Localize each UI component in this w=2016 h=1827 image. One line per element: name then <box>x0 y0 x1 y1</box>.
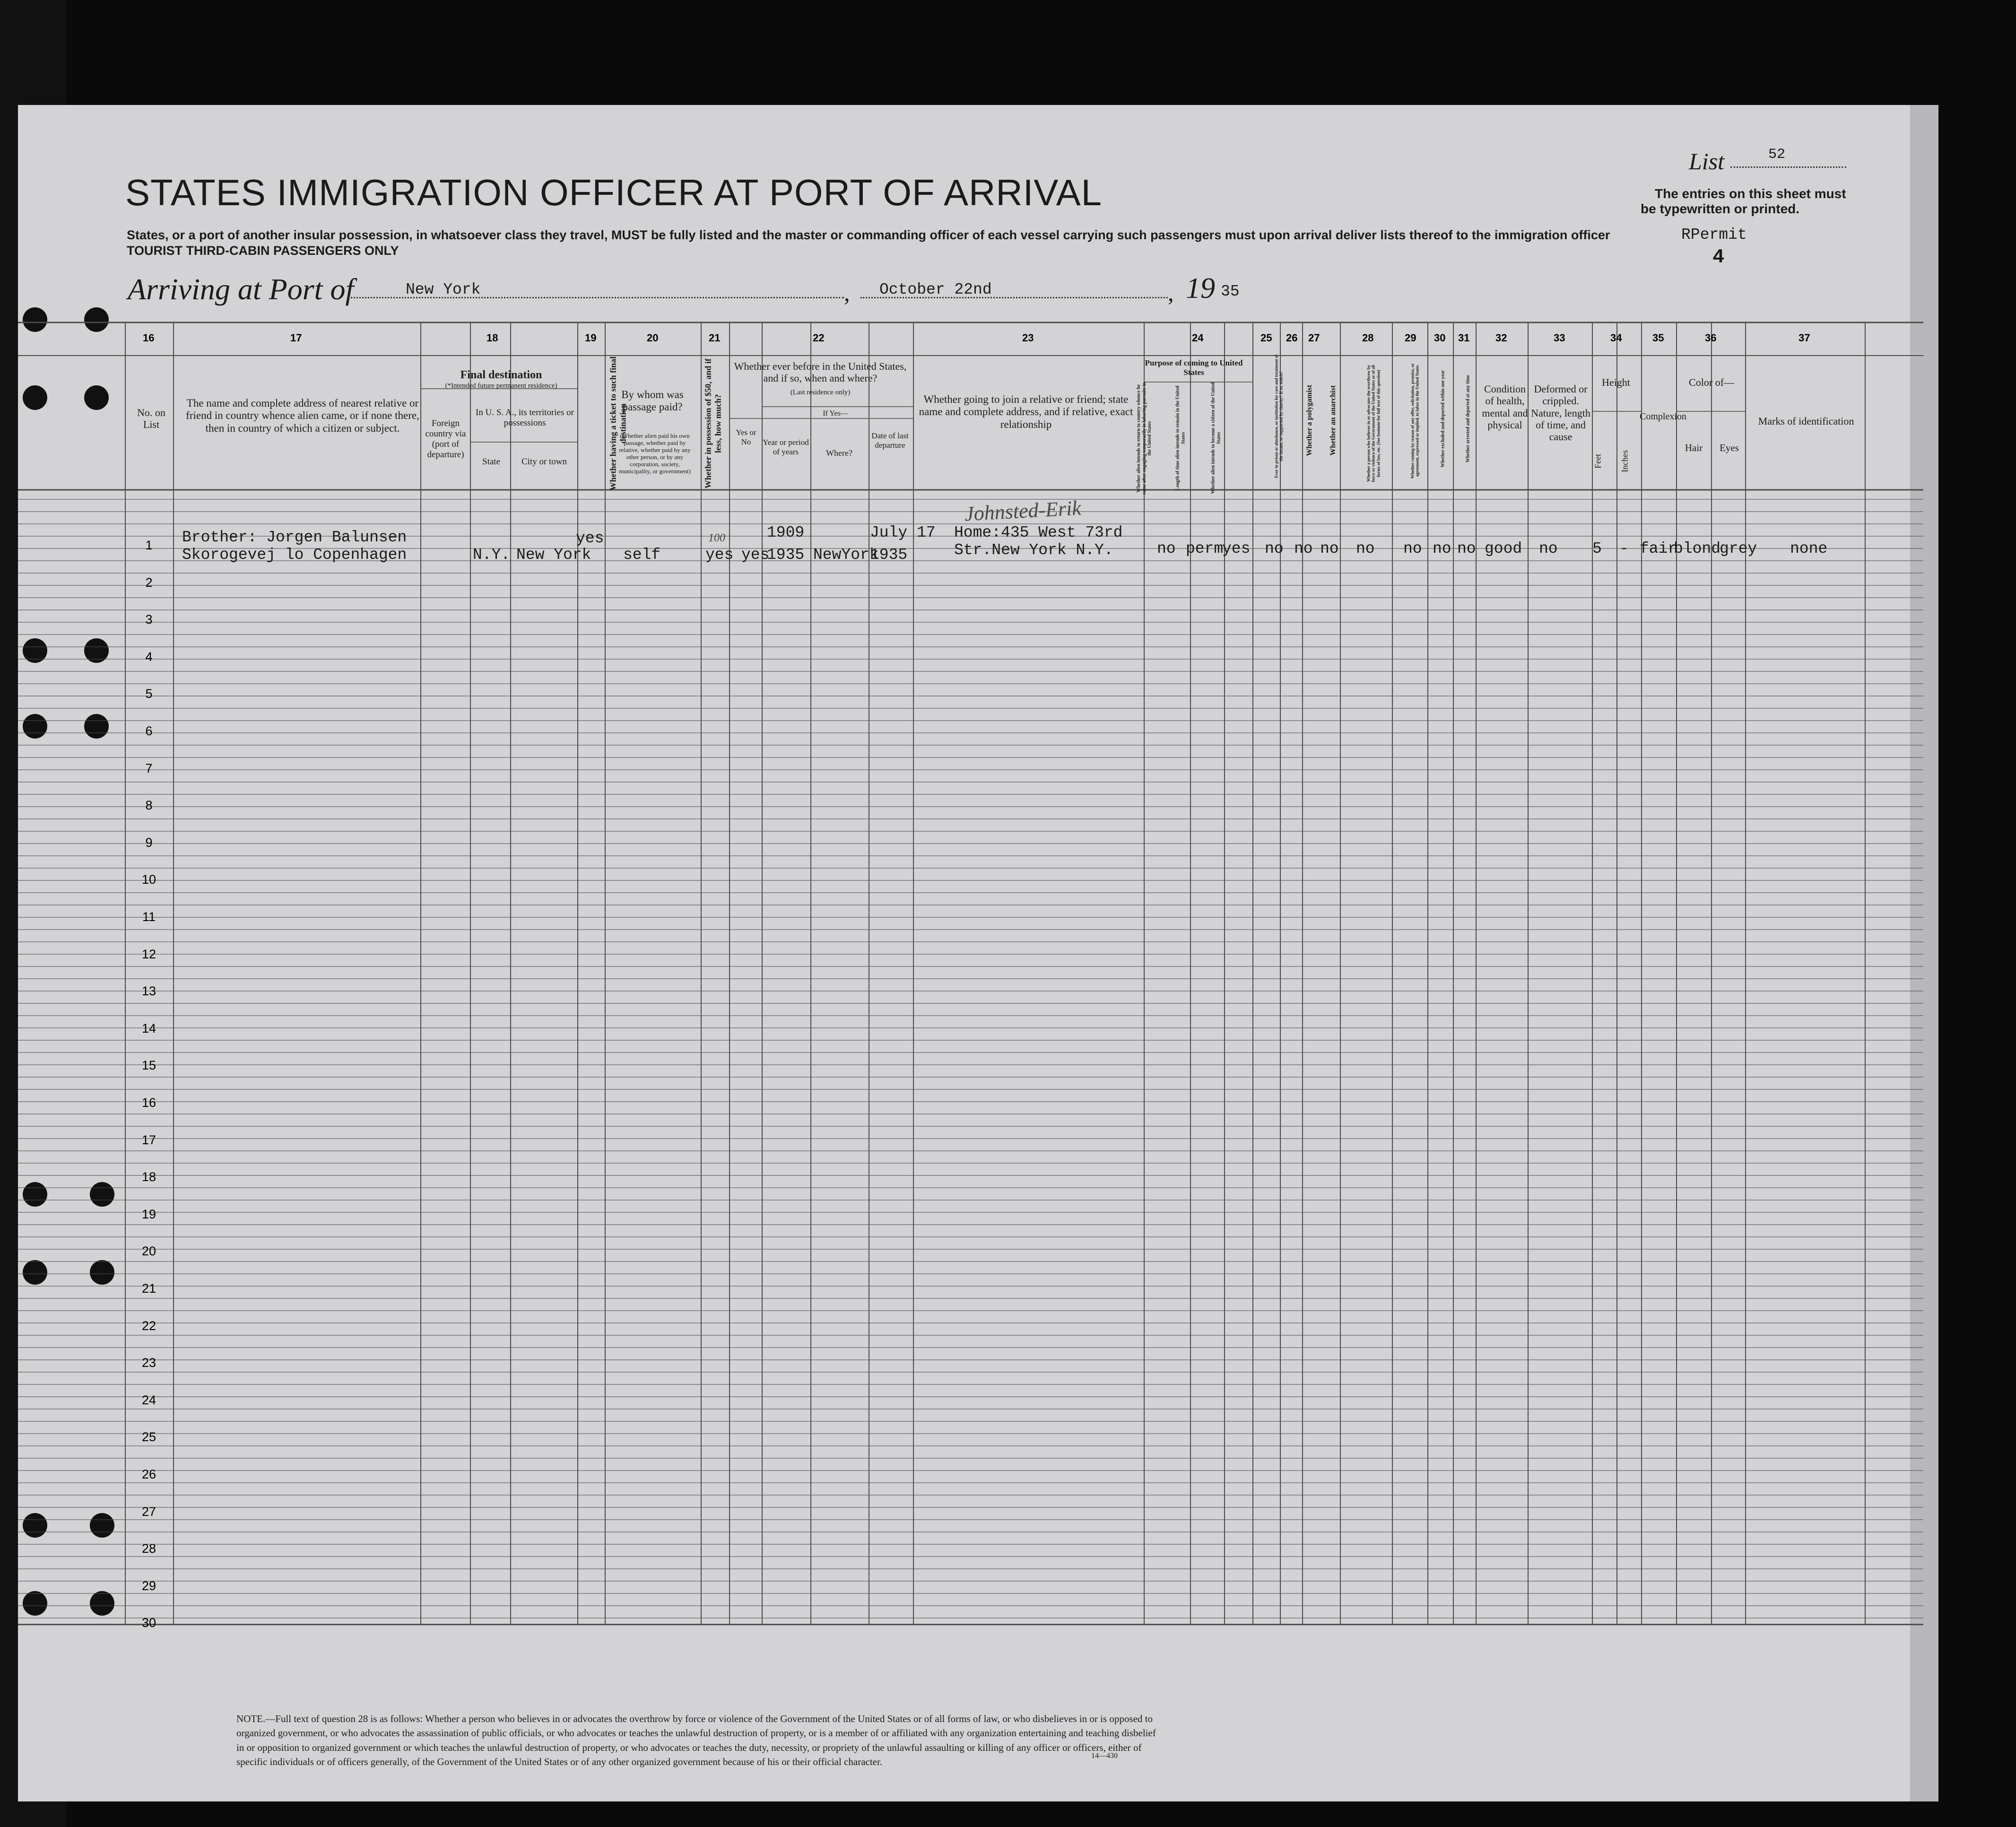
column-number: 19 <box>585 332 597 344</box>
row-number: 24 <box>141 1392 156 1407</box>
row-number: 18 <box>141 1170 156 1184</box>
year-period-1: 1909 <box>767 524 805 541</box>
year-period-2: 1935 <box>767 546 805 564</box>
header-passage-paid-sub: (Whether alien paid his own passage, whether paid by relative, whether paid by any other person, or by any corporation, society, municipality, or government) <box>619 432 691 475</box>
comma: , <box>1168 279 1174 306</box>
header-foreign-country: Foreign country via (port of departure) <box>425 418 466 460</box>
column-number: 20 <box>647 332 659 344</box>
row-number: 7 <box>145 761 153 775</box>
arrested-value: no <box>1457 540 1476 557</box>
header-no-on-list: No. on List <box>137 407 165 431</box>
row-number: 6 <box>145 724 153 738</box>
header-excluded: Whether excluded and deported within one year <box>1440 370 1446 468</box>
column-number: 29 <box>1405 332 1416 344</box>
row-number: 22 <box>141 1318 156 1333</box>
overthrow-value: no <box>1356 540 1375 557</box>
column-number: 35 <box>1652 332 1664 344</box>
column-number: 25 <box>1260 332 1272 344</box>
row-number: 2 <box>145 575 153 590</box>
column-number: 30 <box>1434 332 1446 344</box>
row-number: 19 <box>141 1207 156 1221</box>
header-yes-no: Yes or No <box>736 428 756 446</box>
list-label: List <box>1689 148 1725 174</box>
health-value: good <box>1485 540 1522 557</box>
money-value: yes <box>705 546 734 564</box>
row-number: 23 <box>141 1356 156 1370</box>
port-value: New York <box>406 281 481 298</box>
money-handwritten: 100 <box>708 532 725 544</box>
column-number: 28 <box>1362 332 1374 344</box>
row-number: 25 <box>141 1430 156 1444</box>
row-number: 15 <box>141 1058 156 1073</box>
list-number: 52 <box>1768 147 1786 163</box>
row-number: 1 <box>145 538 153 552</box>
header-marks: Marks of identification <box>1758 415 1854 427</box>
column-number: 23 <box>1022 332 1034 344</box>
column-number: 17 <box>290 332 302 344</box>
header-become-citizen: Whether alien intends to become a citizen of the United States <box>1210 382 1221 494</box>
eyes-value: grey <box>1720 540 1757 557</box>
column-number: 24 <box>1192 332 1204 344</box>
prison-value: no <box>1265 540 1284 557</box>
labor-offer-value: no <box>1403 540 1422 557</box>
row-number: 16 <box>141 1096 156 1110</box>
header-usa: In U. S. A., its territories or possessions <box>476 408 574 428</box>
header-labor-offer: Whether coming by reason of any offer, solicitation, promise, or agreement, expressed or implied, to labor in the United States <box>1410 363 1420 479</box>
deformed-value: no <box>1539 540 1558 557</box>
row-number: 27 <box>141 1504 156 1519</box>
header-where: Where? <box>826 448 852 458</box>
header-intends-return: Whether alien intends to return to country whence he came after engaging temporarily in laboring pursuits in the United States <box>1136 382 1152 495</box>
join-handwritten: Johnsted-Erik <box>964 496 1082 526</box>
column-number: 33 <box>1554 332 1565 344</box>
header-inches: Inches <box>1620 450 1630 472</box>
column-number: 34 <box>1610 332 1622 344</box>
dest-city: New York <box>516 546 591 564</box>
header-arrested: Whether arrested and deported at any time <box>1465 375 1471 463</box>
row-number: 29 <box>141 1578 156 1593</box>
row-number: 30 <box>141 1616 156 1630</box>
row-number: 10 <box>141 872 156 887</box>
length-stay-value: perm <box>1186 540 1224 557</box>
row-number: 13 <box>141 984 156 999</box>
row-number: 5 <box>145 687 153 701</box>
instruction-line-1: States, or a port of another insular possession, in whatsoever class they travel, MUST be fully listed and the master or commanding officer of each vessel carrying such passengers must upon arrival deliver lists thereof to the immigration officer <box>127 228 1610 242</box>
header-ticket: Whether having a ticket to such final destination <box>608 356 627 491</box>
column-number: 27 <box>1308 332 1320 344</box>
date-value: October 22nd <box>879 281 992 298</box>
excluded-value: no <box>1433 540 1451 557</box>
row-number: 12 <box>141 947 156 961</box>
polygamist-value: no <box>1294 540 1313 557</box>
form-title: STATES IMMIGRATION OFFICER AT PORT OF ARRIVAL <box>125 172 1103 213</box>
footnote-text: NOTE.—Full text of question 28 is as follows: Whether a person who believes in or advocates the overthrow by force or violence of the Government of the United States or of all forms of law, or who disbelieves in or is opposed to organized government, or who advocates the assassination of public officials, or who advocates or teaches the unlawful destruction of property, or is a member of or affiliated with any organization entertaining and teaching disbelief in or opposition to organized government or which teaches the unlawful destruction of property, or who advocates or teaches the duty, necessity, or propriety of the unlawful assaulting or killing of any officer or officers, either of specific individuals or of officers generally, of the Government of the United States or of any other organized government because of his or their official character. <box>236 1713 1156 1768</box>
header-join-relative: Whether going to join a relative or friend; state name and complete address, and if relative, exact relationship <box>919 393 1133 430</box>
column-number: 36 <box>1705 332 1717 344</box>
relative-line-1: Brother: Jorgen Balunsen <box>182 529 407 546</box>
column-number: 31 <box>1458 332 1470 344</box>
header-polygamist: Whether a polygamist <box>1305 384 1313 456</box>
marks-value: none <box>1790 540 1828 557</box>
column-number: 18 <box>487 332 498 344</box>
header-ever-before: Whether ever before in the United States, and if so, when and where? <box>734 360 907 384</box>
header-prison: Ever in prison or almshouse, or institution for care and treatment of the insane, or supported by charity? If so, which? <box>1274 354 1284 478</box>
date-departure-2: 1935 <box>870 546 908 564</box>
row-number: 20 <box>141 1244 156 1259</box>
header-city: City or town <box>521 457 567 467</box>
rpermit-label: RPermit <box>1681 226 1747 244</box>
header-feet: Feet <box>1593 453 1603 469</box>
header-state: State <box>482 457 500 467</box>
header-complexion: Complexion <box>1640 411 1686 422</box>
relative-line-2: Skorogevej lo Copenhagen <box>182 546 407 564</box>
passage-paid-value: self <box>623 546 661 564</box>
column-number: 21 <box>709 332 721 344</box>
entries-note-1: The entries on this sheet must <box>1655 186 1846 201</box>
header-date-departure: Date of last departure <box>871 431 909 450</box>
header-eyes: Eyes <box>1720 442 1739 453</box>
header-health: Condition of health, mental and physical <box>1482 383 1528 431</box>
header-overthrow: Whether a person who believes in or advocates the overthrow by force or violence of the Government of the United States or of all forms of law, etc. (See footnote for full text of this question) <box>1366 365 1381 482</box>
header-relative-address: The name and complete address of nearest relative or friend in country whence alien came, or if none there, then in country of which a citizen or subject. <box>186 397 419 434</box>
intends-return-value: no <box>1157 540 1176 557</box>
row-number: 11 <box>142 910 156 924</box>
column-number: 22 <box>813 332 825 344</box>
header-purpose: Purpose of coming to United States <box>1145 358 1243 377</box>
feet-value: 5 <box>1592 540 1602 557</box>
anarchist-value: no <box>1320 540 1339 557</box>
row-number: 28 <box>141 1541 156 1556</box>
column-number: 37 <box>1799 332 1810 344</box>
header-color-of: Color of— <box>1689 376 1734 388</box>
join-line-2: Str.New York N.Y. <box>954 541 1113 559</box>
arriving-label: Arriving at Port of <box>128 272 354 306</box>
entries-note-2: be typewritten or printed. <box>1641 201 1800 216</box>
column-number: 16 <box>143 332 155 344</box>
header-last-residence: (Last residence only) <box>790 389 851 396</box>
inches-value: - <box>1619 540 1629 557</box>
header-final-destination-sub: (*Intended future permanent residence) <box>445 382 557 390</box>
where-value: NewYork <box>813 546 879 564</box>
row-number: 4 <box>145 649 153 664</box>
year-suffix: 35 <box>1221 283 1240 300</box>
become-citizen-value: yes <box>1222 540 1251 557</box>
dest-state: N.Y. <box>473 546 511 564</box>
year-prefix: 19 <box>1186 272 1215 304</box>
row-number: 14 <box>141 1021 156 1035</box>
row-number: 21 <box>141 1281 156 1296</box>
header-deformed: Deformed or crippled. Nature, length of time, and cause <box>1531 383 1590 443</box>
instruction-line-2: TOURIST THIRD-CABIN PASSENGERS ONLY <box>127 244 399 258</box>
header-year-period: Year or period of years <box>763 438 809 456</box>
column-number: 26 <box>1286 332 1298 344</box>
header-passage-paid: By whom was passage paid? <box>621 389 684 413</box>
header-final-destination: Final destination <box>460 369 542 381</box>
row-number: 17 <box>141 1132 156 1147</box>
date-departure-1: July 17 <box>870 524 936 541</box>
header-money: Whether in possession of $50, and if less, how much? <box>703 358 722 489</box>
row-number: 26 <box>141 1467 156 1481</box>
ever-before-value: yes <box>741 546 770 564</box>
comma: , <box>844 279 850 306</box>
header-if-yes: If Yes— <box>823 409 848 418</box>
column-number: 32 <box>1495 332 1507 344</box>
row-number: 8 <box>145 798 153 813</box>
row-number: 9 <box>145 835 153 850</box>
complexion-value: fair <box>1640 540 1677 557</box>
hair-value: blond <box>1674 540 1721 557</box>
rpermit-value: 4 <box>1712 246 1725 269</box>
join-line-1: Home:435 West 73rd <box>954 524 1123 541</box>
header-hair: Hair <box>1685 442 1703 453</box>
header-anarchist: Whether an anarchist <box>1329 385 1337 456</box>
header-length-stay: Length of time alien intends to remain in the United States <box>1175 385 1186 491</box>
header-height: Height <box>1602 376 1630 388</box>
row-number: 3 <box>145 612 153 627</box>
form-code: 14—430 <box>1091 1752 1118 1760</box>
ticket-value: yes <box>576 530 604 547</box>
